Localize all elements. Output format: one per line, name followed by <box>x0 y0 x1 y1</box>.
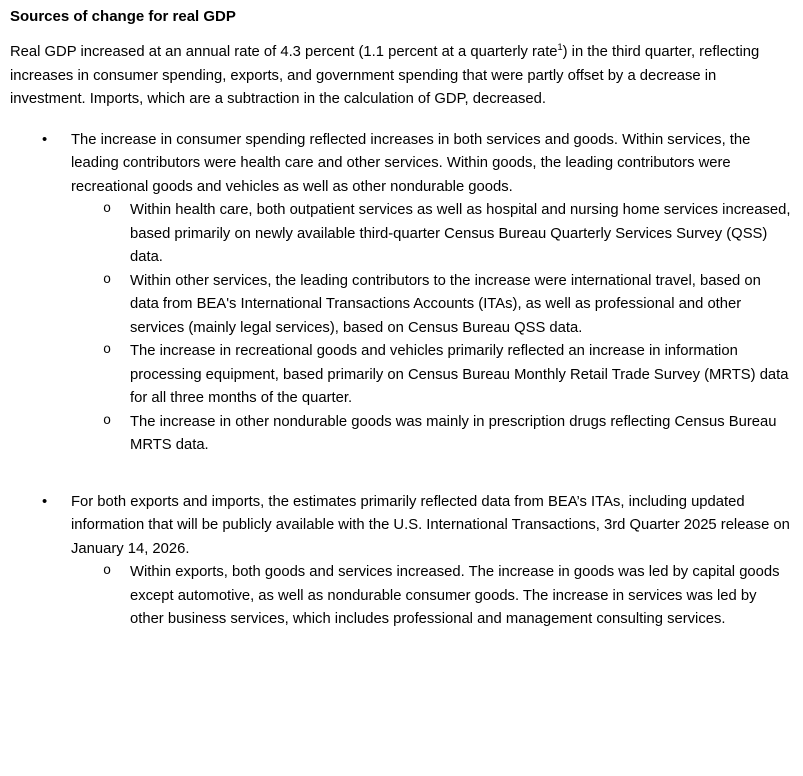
bullet-marker: • <box>42 131 48 148</box>
sub-bullet-text: The increase in recreational goods and vehicles primarily reflected an increase in information processing equipment, based primarily on Census Bureau Monthly Retail Trade Survey (MRTS) data for all three months of the quarter. <box>130 343 789 406</box>
sub-bullet-text: Within other services, the leading contributors to the increase were international travel, based on data from BEA's International Transactions Accounts (ITAs), as well as professional and other services (mainly legal services), based on Census Bureau QSS data. <box>130 272 761 336</box>
sub-bullet-marker: o <box>103 272 112 288</box>
bullet-marker: • <box>42 493 48 510</box>
sub-bullet-marker: o <box>103 202 112 217</box>
sub-bullet-text: Within exports, both goods and services increased. The increase in goods was led by capital goods except automotive, as well as nondurable consumer goods. The increase in services was led by other business services, which includes professional and management consulting services. <box>130 564 780 627</box>
intro-text-continued: ) in the third quarter, reflecting increases in consumer spending, exports, and government spending that were partly offset by a decrease in investment. Imports, which are a subtraction in the calculation of GDP, decreased. <box>10 44 760 107</box>
sub-bullet-item <box>10 561 793 632</box>
sub-bullet-item <box>10 340 793 411</box>
sub-bullet-item <box>10 411 793 458</box>
bullet-item <box>10 129 793 200</box>
sub-bullet-text: Within health care, both outpatient services as well as hospital and nursing home services increased, based primarily on newly available third-quarter Census Bureau Quarterly Services Survey (QSS) data. <box>130 202 791 265</box>
sub-bullet-marker: o <box>103 564 112 579</box>
bullet-group-consumer-spending <box>10 129 793 458</box>
bullet-item <box>10 491 793 562</box>
section-heading: Sources of change for real GDP <box>10 8 236 25</box>
bullet-text: The increase in consumer spending reflected increases in both services and goods. Within services, the leading contributors were health care and other services. Within goods, the leading contributors were recreational goods and vehicles as well as other nondurable goods. <box>71 131 751 195</box>
intro-paragraph <box>10 41 793 112</box>
bullet-group-exports-imports <box>10 491 793 632</box>
bullet-text: For both exports and imports, the estimates primarily reflected data from BEA’s ITAs, including updated information that will be publicly available with the U.S. International Transactions, 3rd Quarter 2025 release on January 14, 2026. <box>71 493 790 557</box>
sub-bullet-item <box>10 199 793 270</box>
intro-text: Real GDP increased at an annual rate of 4.3 percent (1.1 percent at a quarterly rate <box>10 44 558 60</box>
sub-bullet-marker: o <box>103 413 112 429</box>
footnote-reference: 1 <box>557 42 563 53</box>
sub-bullet-marker: o <box>103 343 112 358</box>
sub-bullet-item <box>10 270 793 341</box>
sub-bullet-text: The increase in other nondurable goods was mainly in prescription drugs reflecting Census Bureau MRTS data. <box>130 413 777 453</box>
